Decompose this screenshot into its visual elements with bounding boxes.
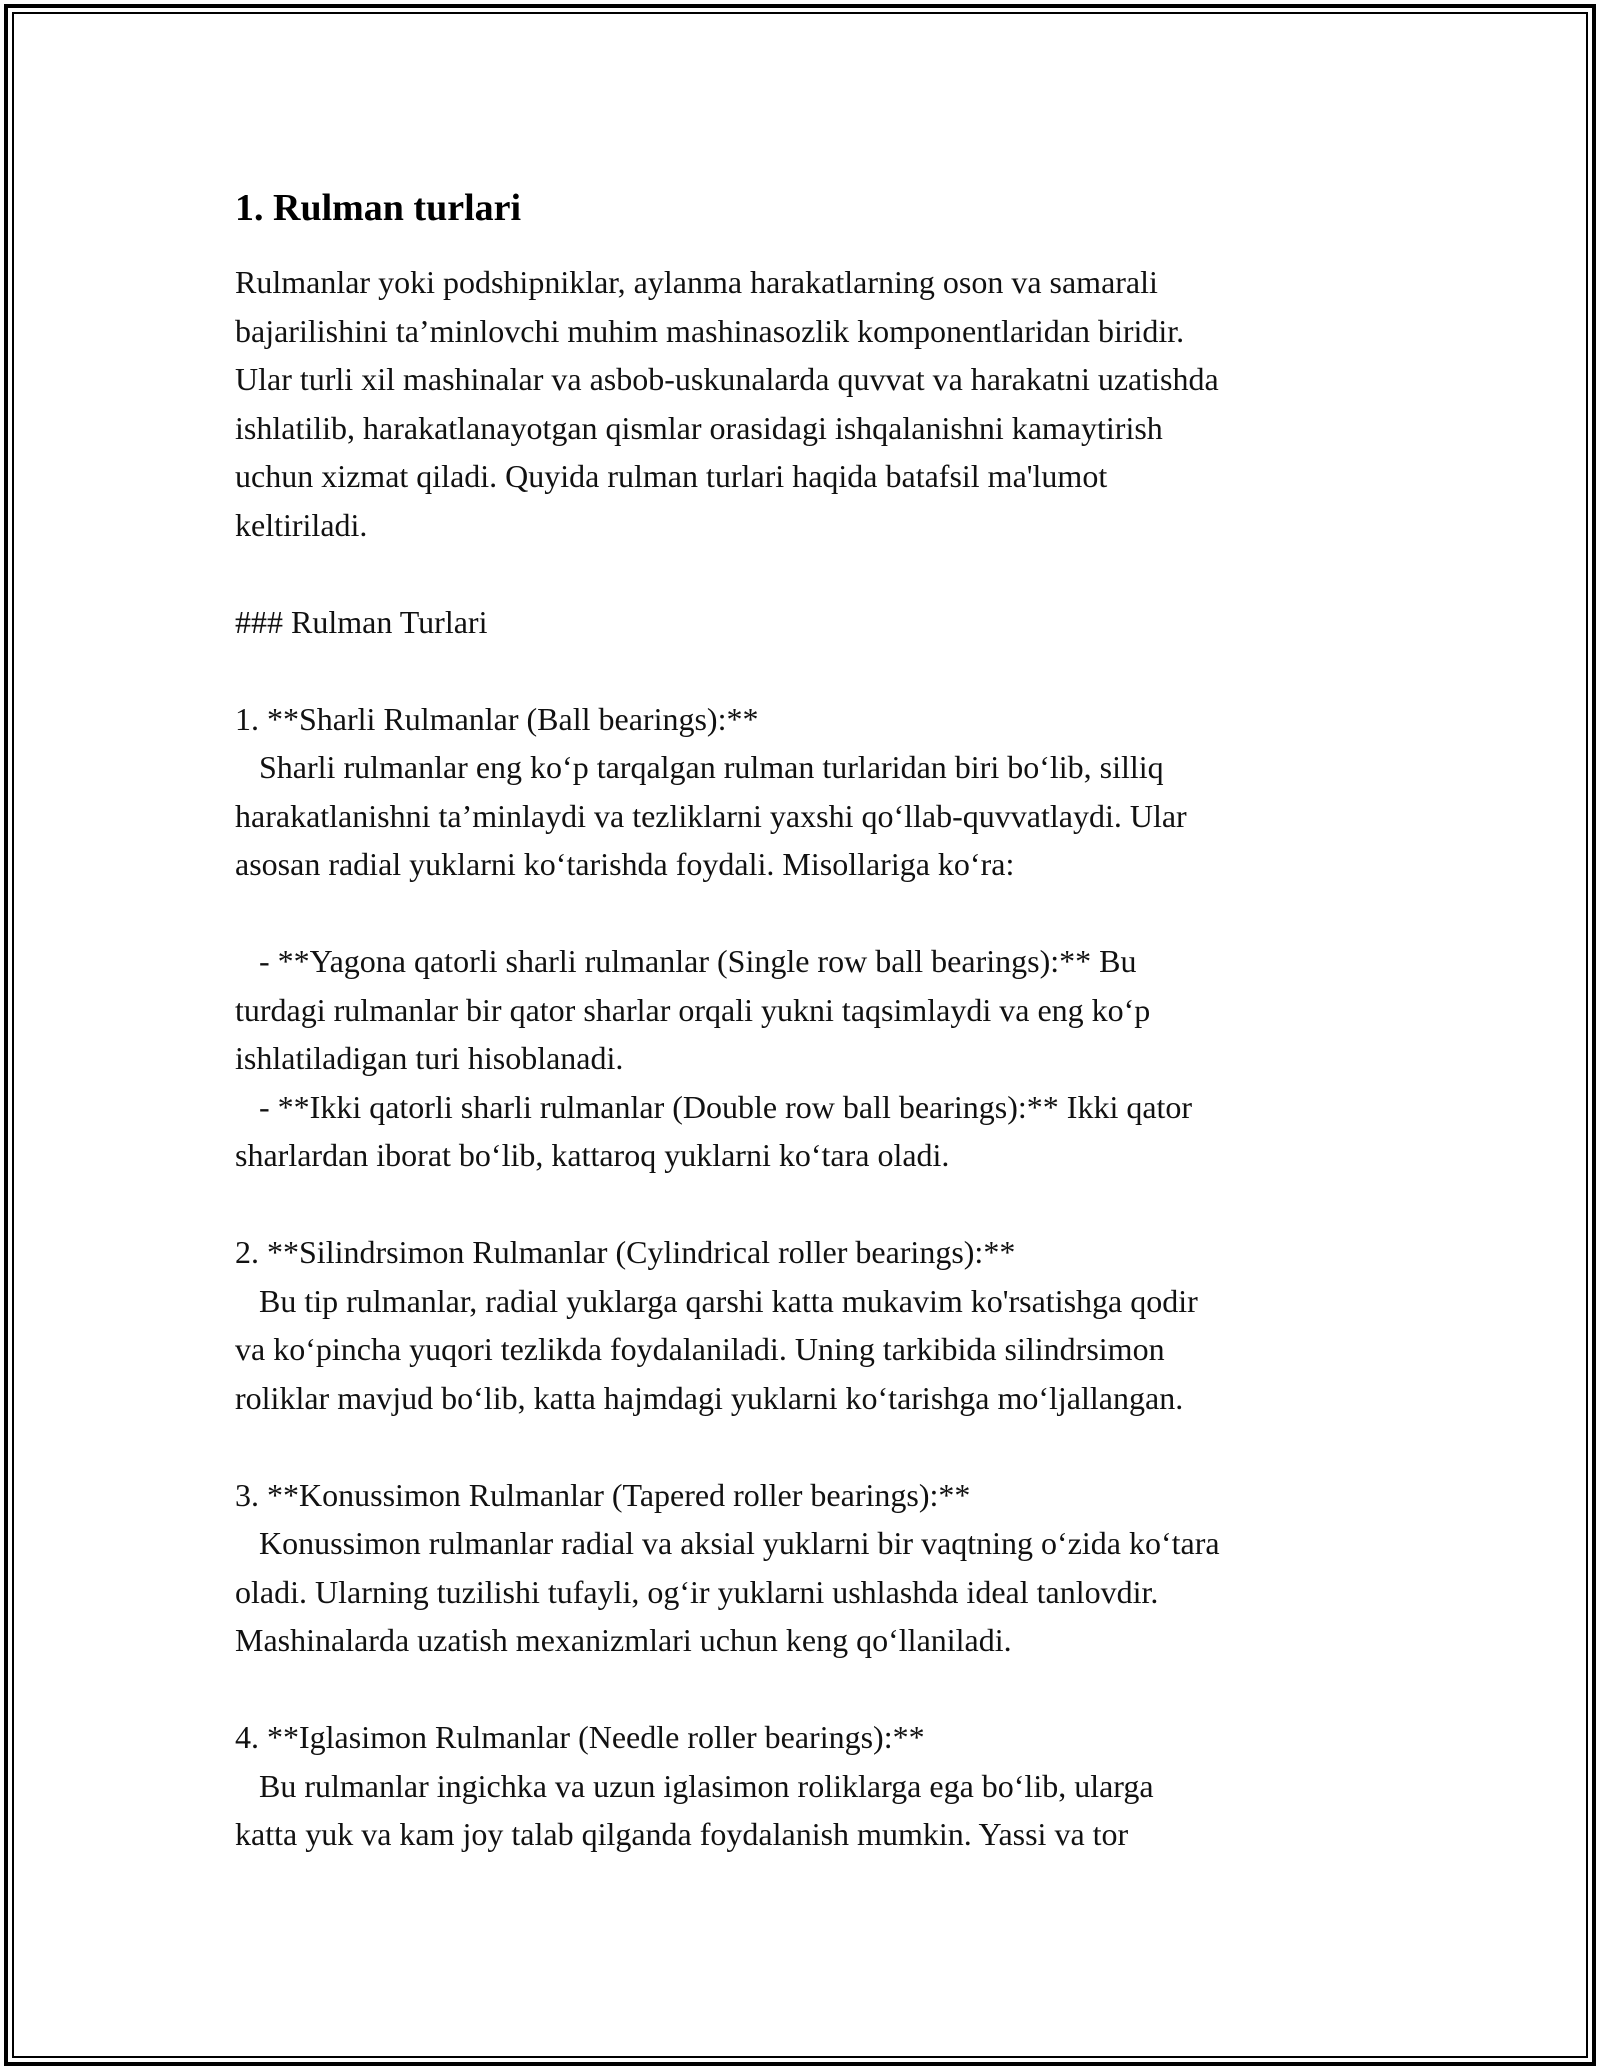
section-heading: 1. Rulman turlari (235, 187, 522, 229)
list-item-ball-bearings: 1. **Sharli Rulmanlar (Ball bearings):** Sharli rulmanlar eng ko‘p tarqalgan rulman turlaridan biri bo‘lib, silliq harakatlanishni ta’minlaydi va tezliklarni yaxshi qo‘llab-quvvatlaydi. Ular asosan radial yuklarni ko‘tarishda foydali. Misollariga ko‘ra: (235, 700, 1187, 882)
document-body (235, 184, 1365, 1859)
list-item-cylindrical: 2. **Silindrsimon Rulmanlar (Cylindrical roller bearings):** Bu tip rulmanlar, radial yuklarga qarshi katta mukavim ko'rsatishga qodir va ko‘pincha yuqori tezlikda foydalaniladi. Uning tarkibida silindrsimon roliklar mavjud bo‘lib, katta hajmdagi yuklarni ko‘tarishga mo‘ljallangan. (235, 1234, 1198, 1416)
sublist-ball-bearings: - **Yagona qatorli sharli rulmanlar (Single row ball bearings):** Bu turdagi rulmanlar bir qator sharlar orqali yukni taqsimlaydi va eng ko‘p ishlatiladigan turi hisoblanadi. - **Ikki qatorli sharli rulmanlar (Double row ball bearings):** Ikki qator sharlardan iborat bo‘lib, kattaroq yuklarni ko‘tara oladi. (235, 943, 1193, 1173)
spacer (235, 1665, 1365, 1714)
spacer (235, 646, 1365, 695)
spacer (235, 1422, 1365, 1471)
intro-paragraph: Rulmanlar yoki podshipniklar, aylanma harakatlarning oson va samarali bajarilishini ta’minlovchi muhim mashinasozlik komponentlaridan biridir. Ular turli xil mashinalar va asbob-uskunalarda quvvat va harakatni uzatishda ishlatilib, harakatlanayotgan qismlar orasidagi ishqalanishni kamaytirish uchun xizmat qiladi. Quyida rulman turlari haqida batafsil ma'lumot keltiriladi. (235, 264, 1219, 543)
spacer (235, 889, 1365, 938)
list-item-tapered: 3. **Konussimon Rulmanlar (Tapered roller bearings):** Konussimon rulmanlar radial va aksial yuklarni bir vaqtning o‘zida ko‘tara oladi. Ularning tuzilishi tufayli, og‘ir yuklarni ushlashda ideal tanlovdir. Mashinalarda uzatish mexanizmlari uchun keng qo‘llaniladi. (235, 1476, 1220, 1658)
list-item-needle: 4. **Iglasimon Rulmanlar (Needle roller bearings):** Bu rulmanlar ingichka va uzun iglasimon roliklarga ega bo‘lib, ularga katta yuk va kam joy talab qilganda foydalanish mumkin. Yassi va tor (235, 1719, 1154, 1852)
subheading-markdown: ### Rulman Turlari (235, 603, 488, 640)
spacer (235, 1180, 1365, 1229)
spacer (235, 549, 1365, 598)
